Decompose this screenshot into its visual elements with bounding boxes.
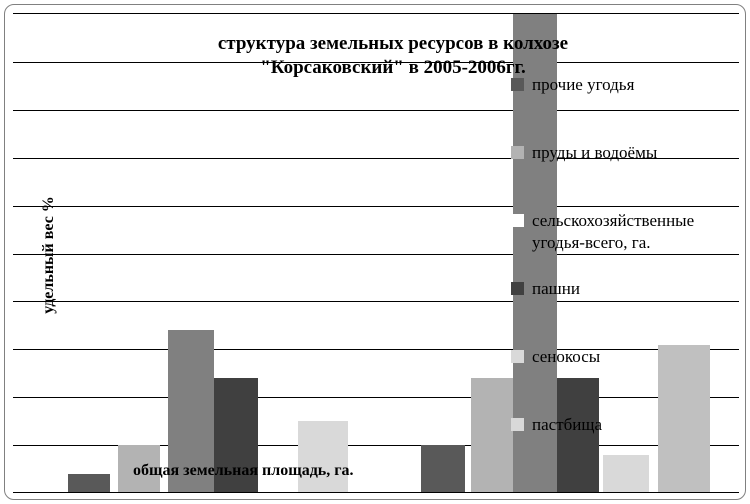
legend-label: пруды и водоёмы — [532, 143, 658, 162]
legend-item — [511, 142, 739, 198]
legend-item — [511, 346, 739, 402]
legend-swatch-icon — [511, 282, 524, 295]
legend-swatch-icon — [511, 78, 524, 91]
chart-title-line-2: "Корсаковский" в 2005-2006гг. — [260, 57, 526, 79]
bar — [298, 421, 348, 493]
legend-label: сельскохозяйственные угодья-всего, га. — [532, 211, 695, 253]
chart-title-line-1: структура земельных ресурсов в колхозе — [217, 33, 569, 54]
legend-label: прочие угодья — [532, 75, 635, 94]
legend-item — [511, 74, 739, 130]
legend-item — [511, 278, 739, 334]
legend-swatch-icon — [511, 214, 524, 227]
bar — [421, 445, 465, 493]
chart-legend — [511, 74, 739, 482]
chart-frame — [4, 4, 746, 500]
legend-label: пастбища — [532, 415, 603, 434]
legend-swatch-icon — [511, 418, 524, 431]
x-axis-label: общая земельная площадь, га. — [133, 462, 354, 479]
legend-swatch-icon — [511, 350, 524, 363]
legend-label: пашни — [532, 279, 580, 298]
legend-item — [511, 210, 739, 266]
bar — [68, 474, 110, 493]
legend-swatch-icon — [511, 146, 524, 159]
legend-item — [511, 414, 739, 470]
legend-label: сенокосы — [532, 347, 601, 366]
y-axis-label: удельный вес % — [40, 196, 57, 314]
chart-plot-area — [13, 13, 739, 493]
